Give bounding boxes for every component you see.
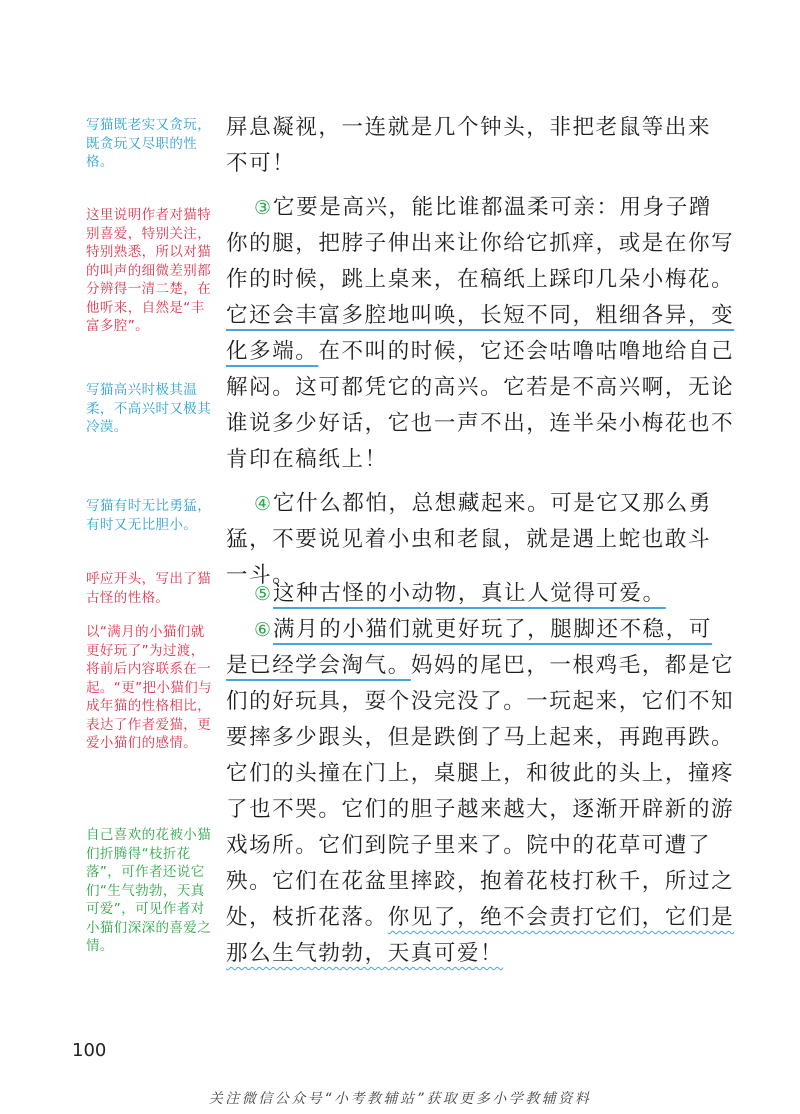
paragraph-marker: ③ [254,197,272,219]
text-line: ③它要是高兴，能比谁都温柔可亲：用身子蹭 [254,195,712,220]
text-line: 屏息凝视，一连就是几个钟头，非把老鼠等出来 [226,115,712,140]
text-line: 要摔多少跟头，但是跌倒了马上起来，再跑再跌。 [226,725,735,750]
annotation-note: 写猫有时无比勇猛，有时又无比胆小。 [86,498,212,533]
text-line: 你的腿，把脖子伸出来让你给它抓痒，或是在你写 [226,231,735,256]
text-line [226,298,734,334]
paragraph-marker: ④ [254,493,272,515]
text-line: 作的时候，跳上桌来，在稿纸上踩印几朵小梅花。 [226,267,735,292]
text-line: 一斗。 [226,563,296,588]
text-line: ④它什么都怕，总想藏起来。可是它又那么勇 [254,491,712,516]
footer-notice: 关注微信公众号“小考教辅站”获取更多小学教辅资料 [208,1091,592,1107]
text-line: 殃。它们在花盆里摔跤，抱着花枝打秋千，所过之 [226,869,735,894]
text-line: 不可！ [226,151,296,176]
wavy-underlined-sentence: 那么生气勃勃，天真可爱！ [226,941,504,966]
underlined-sentence: 这种古怪的小动物，真让人觉得可爱。 [273,581,666,606]
annotation-note: 呼应开头，写出了猫古怪的性格。 [86,571,212,606]
underlined-sentence: 满月的小猫们就更好玩了，腿脚还不稳，可 [273,617,712,642]
text-line [226,936,503,972]
annotation-note: 写猫高兴时极其温柔，不高兴时又极其冷漠。 [86,382,212,435]
text-line: 肯印在稿纸上！ [226,447,388,472]
text-line: 是已经学会淘气。妈妈的尾巴，一根鸡毛，都是它 [226,653,735,678]
paragraph-marker: ⑤ [254,583,272,605]
wavy-underlined-sentence: 你见了，绝不会责打它们，它们是 [387,905,735,930]
annotation-note: 自己喜欢的花被小猫们折腾得“枝折花落”，可作者还说它们“生气勃勃，天真可爱”，可见作者对小猫们深深的喜爱之情。 [86,827,212,954]
underlined-sentence: 是已经学会淘气。 [226,653,411,678]
underlined-sentence: 它还会丰富多腔地叫唤，长短不同，粗细各异，变 [226,303,735,328]
text-line: 谁说多少好话，它也一声不出，连半朵小梅花也不 [226,411,735,436]
text-line: 们的好玩具，耍个没完没了。一玩起来，它们不知 [226,689,735,714]
page-number: 100 [72,1040,107,1061]
text-line [254,576,666,612]
text-line: 化多端。在不叫的时候，它还会咕噜咕噜地给自己 [226,339,735,364]
annotation-note: 以“满月的小猫们就更好玩了”为过渡，将前后内容联系在一起。“更”把小猫们与成年猫的性格相比，表达了作者爱猫，更爱小猫们的感情。 [86,624,212,751]
annotation-note: 写猫既老实又贪玩，既贪玩又尽职的性格。 [86,117,212,170]
text-line: 戏场所。它们到院子里来了。院中的花草可遭了 [226,833,712,858]
text-line: 它们的头撞在门上，桌腿上，和彼此的头上，撞疼 [226,761,735,786]
paragraph-marker: ⑥ [254,619,272,641]
text-line [254,612,712,648]
text-line: 了也不哭。它们的胆子越来越大，逐渐开辟新的游 [226,797,735,822]
text-line: 解闷。这可都凭它的高兴。它若是不高兴啊，无论 [226,375,735,400]
annotation-note: 这里说明作者对猫特别喜爱，特别关注，特别熟悉，所以对猫的叫声的细微差别都分辨得一清二楚，在他听来，自然是“丰富多腔”。 [86,207,212,334]
text-line: 处，枝折花落。你见了，绝不会责打它们，它们是 [226,905,735,930]
underlined-sentence: 化多端。 [226,339,319,364]
text-line: 猛，不要说见着小虫和老鼠，就是遇上蛇也敢斗 [226,527,712,552]
